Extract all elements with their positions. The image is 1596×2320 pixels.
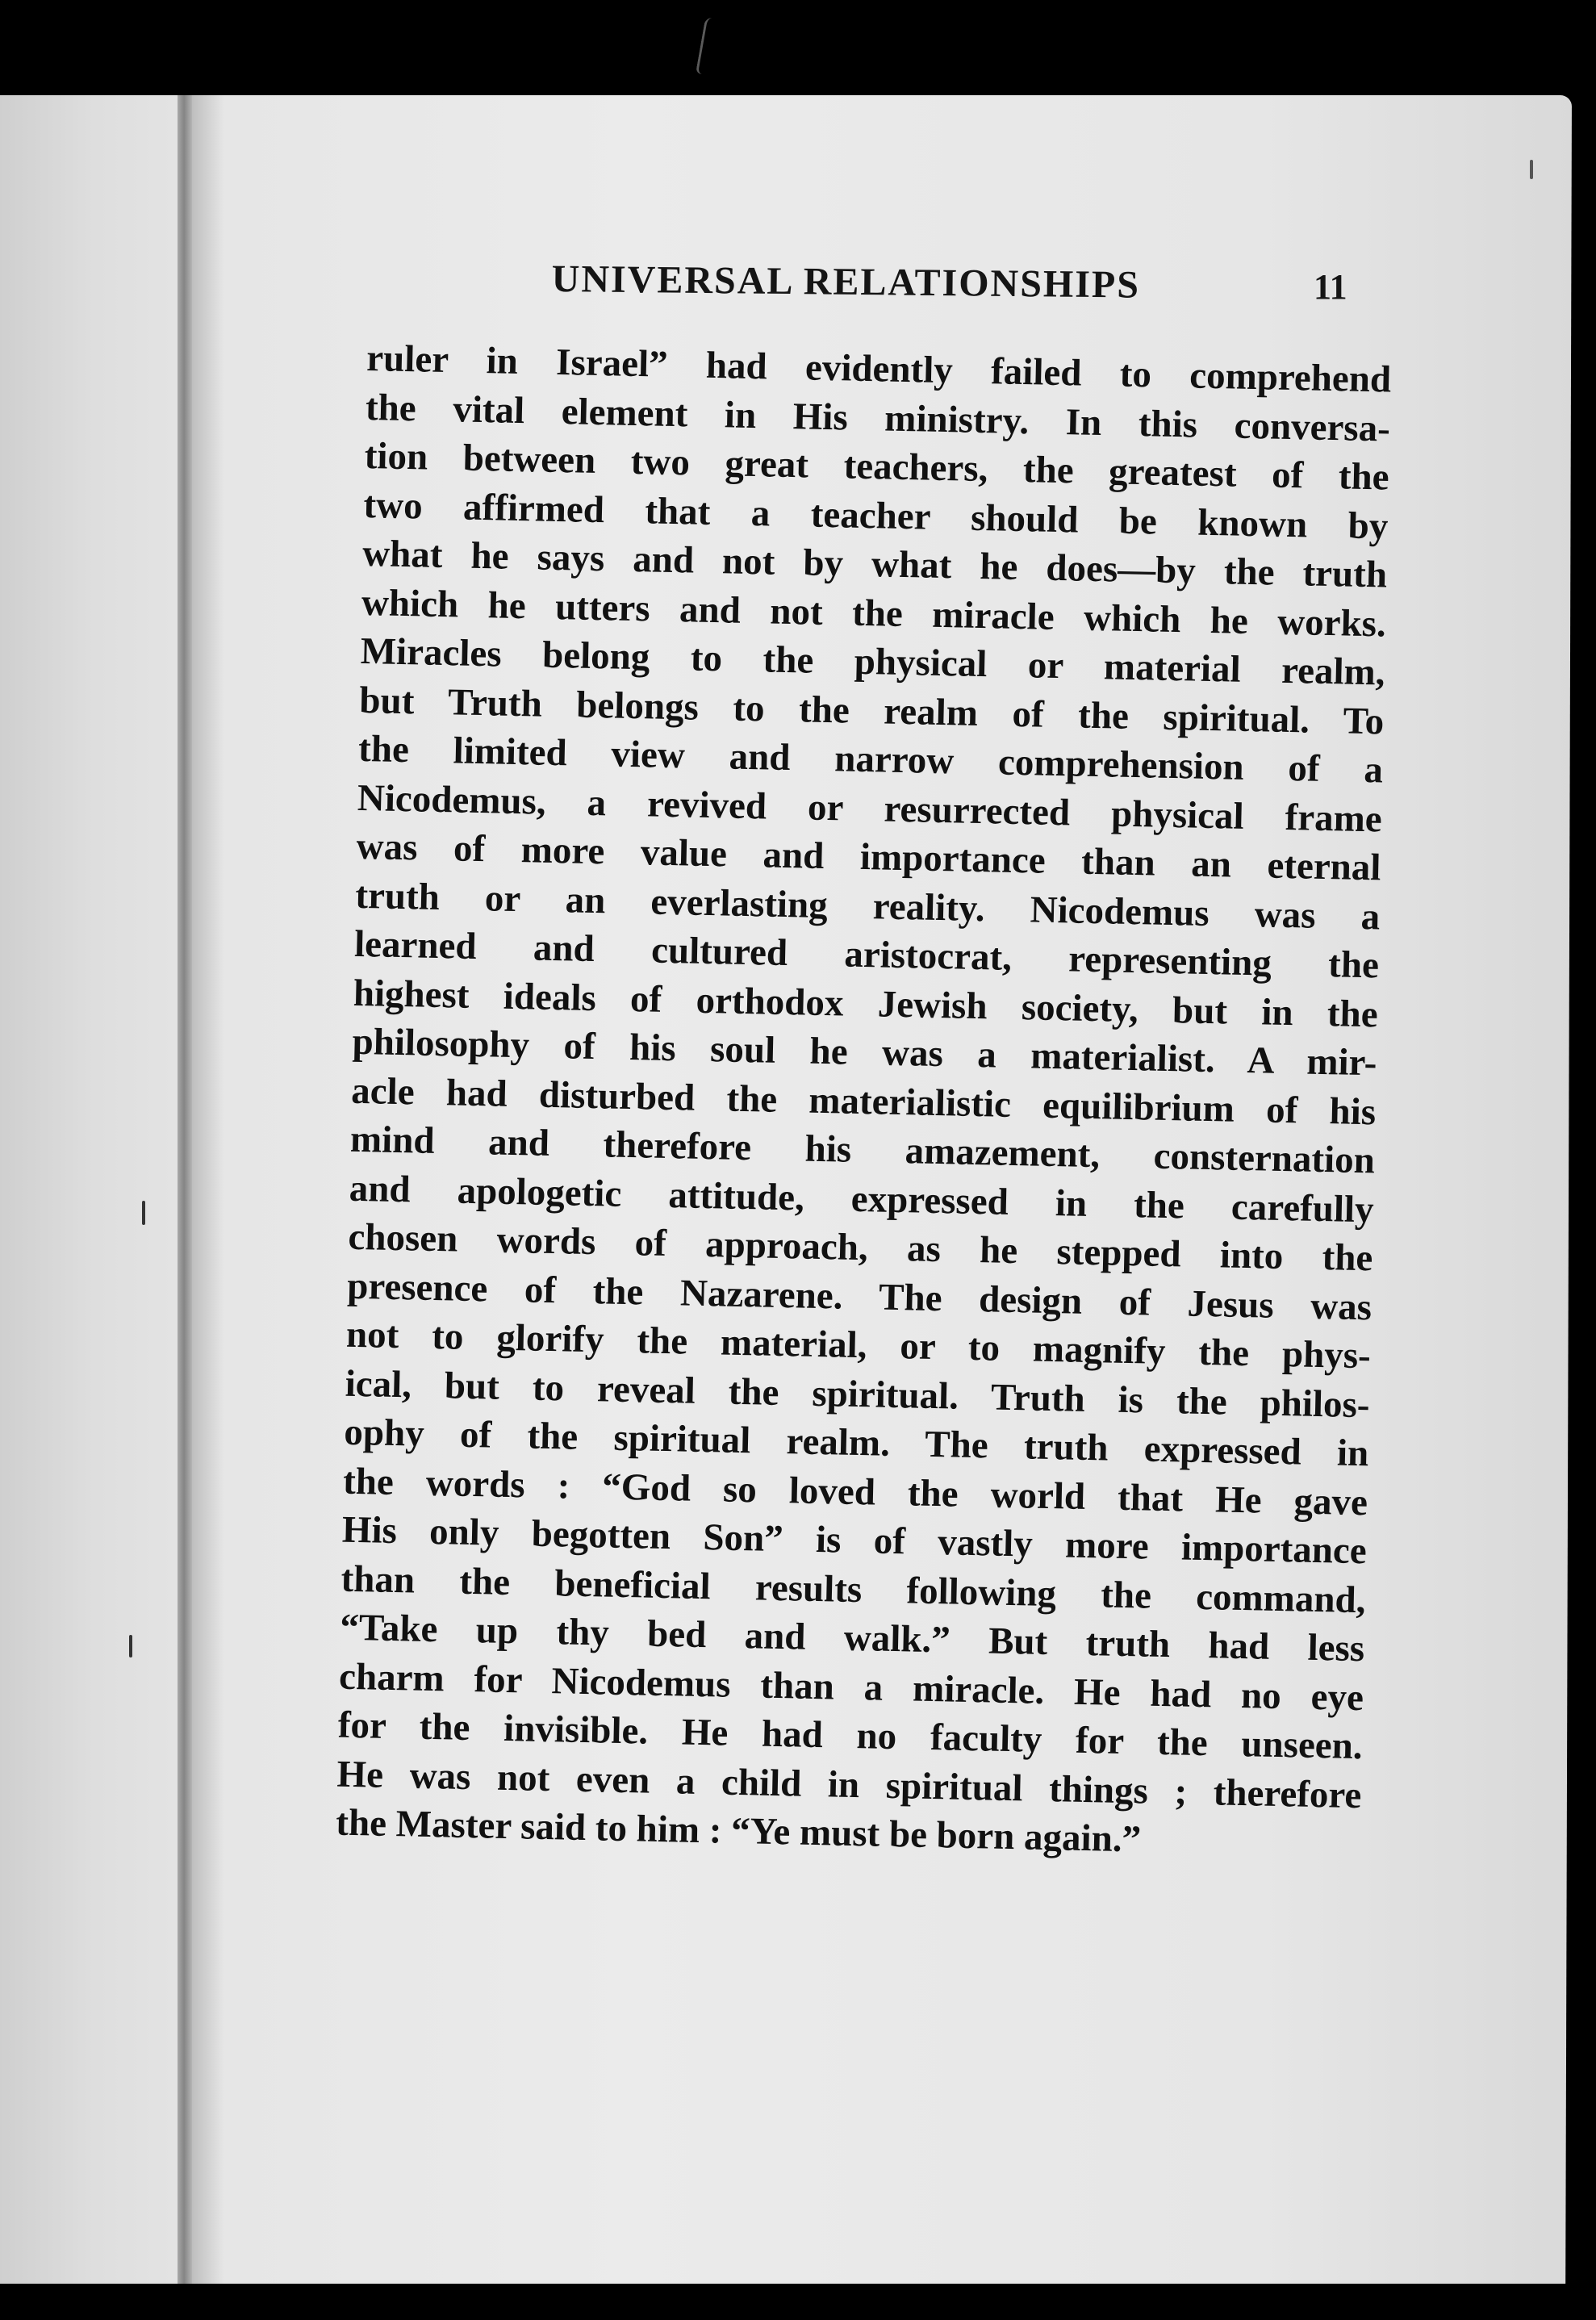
text-line: mind and therefore his amazement, consternation bbox=[349, 1118, 1376, 1182]
text-line: Miracles belong to the physical or material realm, bbox=[360, 629, 1386, 694]
scan-speck bbox=[142, 1201, 145, 1225]
text-line: what he says and not by what he does—by the truth bbox=[361, 532, 1388, 596]
text-line: the words : “God so loved the world that He gave bbox=[342, 1460, 1368, 1524]
text-line: ical, but to reveal the spiritual. Truth is the philos- bbox=[345, 1362, 1371, 1426]
scan-speck bbox=[129, 1635, 132, 1657]
film-notch-mark bbox=[696, 18, 719, 74]
text-line: two affirmed that a teacher should be known by bbox=[363, 483, 1389, 548]
text-line: tion between two great teachers, the greatest of the bbox=[364, 434, 1390, 499]
text-line: chosen words of approach, as he stepped into the bbox=[348, 1215, 1373, 1280]
text-line: charm for Nicodemus than a miracle. He had no eye bbox=[338, 1655, 1364, 1719]
text-line: the Master said to him : “Ye must be born again.” bbox=[335, 1801, 1142, 1861]
text-line: the limited view and narrow comprehension of a bbox=[357, 727, 1384, 792]
text-line: ruler in Israel” had evidently failed to comprehend bbox=[366, 337, 1392, 401]
text-line: acle had disturbed the materialistic equilibrium of his bbox=[350, 1069, 1377, 1133]
text-line: which he utters and not the miracle which he works. bbox=[361, 581, 1387, 646]
page-number: 11 bbox=[1314, 267, 1347, 307]
text-line: and apologetic attitude, expressed in the carefully bbox=[349, 1167, 1375, 1231]
text-line: truth or an everlasting reality. Nicodemus was a bbox=[354, 874, 1381, 938]
text-line: Nicodemus, a revived or resurrected physical frame bbox=[357, 776, 1383, 840]
running-head: UNIVERSAL RELATIONSHIPS bbox=[551, 257, 1141, 307]
text-line: ophy of the spiritual realm. The truth expressed in bbox=[343, 1411, 1369, 1475]
text-line: for the invisible. He had no faculty for the unseen. bbox=[337, 1703, 1364, 1768]
text-line: the vital element in His ministry. In this conversa- bbox=[365, 386, 1391, 450]
text-line: was of more value and importance than an eternal bbox=[356, 825, 1381, 889]
body-text bbox=[336, 334, 1392, 1869]
page-spine-edge bbox=[178, 95, 192, 2284]
text-line: presence of the Nazarene. The design of Jesus was bbox=[346, 1265, 1372, 1328]
text-line: learned and cultured aristocrat, representing the bbox=[353, 922, 1380, 987]
text-line: not to glorify the material, or to magnify the phys- bbox=[345, 1313, 1372, 1377]
text-line: His only begotten Son” is of vastly more importance bbox=[341, 1508, 1368, 1573]
text-line: “Take up thy bed and walk.” But truth had less bbox=[339, 1606, 1365, 1670]
text-line: philosophy of his soul he was a materialist. A mir- bbox=[352, 1020, 1377, 1085]
text-line: but Truth belongs to the realm of the spiritual. To bbox=[358, 679, 1385, 742]
text-line: than the beneficial results following the command, bbox=[341, 1557, 1366, 1621]
page-spine-shadow bbox=[192, 95, 224, 2284]
text-line: highest ideals of orthodox Jewish society, but in the bbox=[353, 972, 1379, 1035]
text-line: He was not even a child in spiritual things ; therefore bbox=[336, 1753, 1362, 1816]
scan-speck bbox=[1530, 160, 1533, 179]
